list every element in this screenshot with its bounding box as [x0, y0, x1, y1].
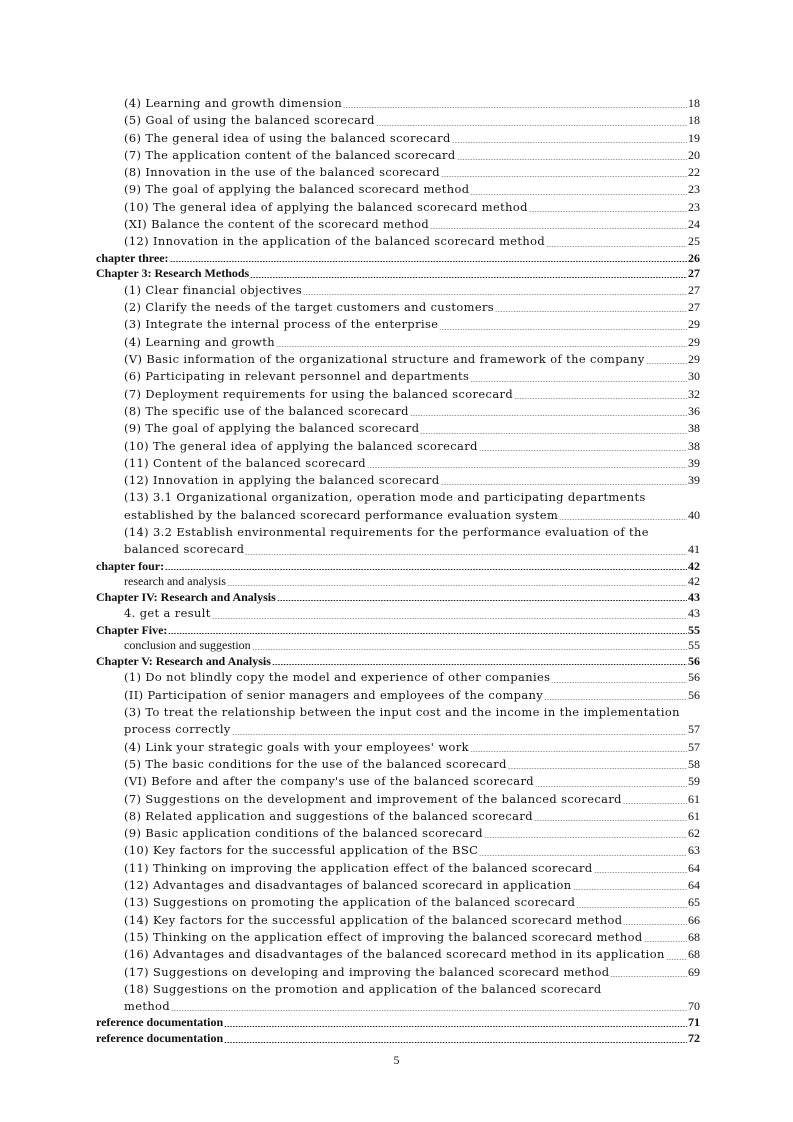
toc-entry-title: (5) Goal of using the balanced scorecard: [124, 113, 375, 128]
toc-page-number: 70: [688, 999, 700, 1014]
toc-entry[interactable]: [96, 299, 700, 316]
toc-page-number: 56: [688, 670, 700, 685]
toc-page-number: 69: [688, 964, 700, 979]
toc-entry[interactable]: [96, 351, 700, 368]
toc-entry[interactable]: [96, 998, 700, 1015]
toc-chapter-entry[interactable]: [96, 1015, 700, 1031]
toc-page-number: 29: [688, 334, 700, 349]
toc-entry[interactable]: [96, 386, 700, 403]
dot-leader: [534, 820, 687, 821]
toc-entry[interactable]: [96, 112, 700, 129]
toc-entry[interactable]: [96, 164, 700, 181]
toc-entry[interactable]: [96, 282, 700, 299]
toc-entry[interactable]: [96, 147, 700, 164]
toc-page-number: 23: [688, 182, 700, 197]
dot-leader: [212, 618, 687, 619]
dot-leader: [420, 433, 687, 434]
toc-entry-title: research and analysis: [124, 574, 226, 589]
dot-leader: [245, 554, 687, 555]
dot-leader: [168, 633, 687, 634]
toc-entry-title: (12) Innovation in applying the balanced scorecard: [124, 473, 440, 488]
toc-entry-title: (2) Clarify the needs of the target customers and customers: [124, 300, 495, 315]
toc-entry-title: (6) The general idea of using the balanced scorecard: [124, 130, 451, 145]
toc-page-number: 22: [688, 165, 700, 180]
toc-entry[interactable]: [96, 964, 700, 981]
dot-leader: [479, 450, 687, 451]
toc-entry[interactable]: [96, 420, 700, 437]
toc-entry-title: (10) The general idea of applying the balanced scorecard: [124, 438, 478, 453]
toc-entry[interactable]: [96, 574, 700, 590]
toc-entry[interactable]: [96, 199, 700, 216]
toc-entry[interactable]: [96, 687, 700, 704]
toc-entry-line: (13) 3.1 Organizational organization, operation mode and participating departments: [124, 490, 646, 505]
toc-entry-title: conclusion and suggestion: [124, 638, 251, 653]
toc-entry[interactable]: [96, 605, 700, 622]
toc-entry-title: established by the balanced scorecard performance evaluation system: [124, 507, 559, 522]
dot-leader: [376, 125, 687, 126]
toc-entry-title: (1) Clear financial objectives: [124, 282, 303, 297]
dot-leader: [367, 467, 687, 468]
toc-entry-title: chapter four:: [96, 558, 165, 573]
toc-page-number: 19: [688, 130, 700, 145]
dot-leader: [594, 872, 687, 873]
toc-entry-title: method: [124, 999, 171, 1014]
toc-page-number: 39: [688, 473, 700, 488]
toc-page-number: 29: [688, 317, 700, 332]
dot-leader: [479, 855, 687, 856]
toc-entry-title: (V) Basic information of the organizational structure and framework of the company: [124, 352, 645, 367]
dot-leader: [559, 519, 687, 520]
toc-page-number: 20: [688, 147, 700, 162]
dot-leader: [441, 484, 687, 485]
dot-leader: [495, 311, 687, 312]
dot-leader: [170, 261, 687, 262]
dot-leader: [232, 734, 687, 735]
toc-page-number: 36: [688, 403, 700, 418]
toc-page-number: 27: [688, 282, 700, 297]
toc-entry-title: (XI) Balance the content of the scorecard method: [124, 217, 430, 232]
toc-entry-title: (7) Deployment requirements for using the balanced scorecard: [124, 386, 514, 401]
toc-entry[interactable]: [96, 739, 700, 756]
toc-entry-title: (13) Suggestions on promoting the application of the balanced scorecard: [124, 895, 576, 910]
toc-entry-title: (9) Basic application conditions of the balanced scorecard: [124, 826, 483, 841]
toc-entry[interactable]: [96, 507, 700, 524]
table-of-contents: [96, 95, 700, 1047]
toc-page-number: 58: [688, 756, 700, 771]
toc-page-number: 68: [688, 929, 700, 944]
toc-entry[interactable]: [96, 929, 700, 946]
dot-leader: [457, 159, 687, 160]
toc-page-number: 26: [688, 250, 700, 265]
toc-page-number: 62: [688, 826, 700, 841]
toc-entry-title: (7) Suggestions on the development and improvement of the balanced scorecard: [124, 791, 622, 806]
toc-entry-title: reference documentation: [96, 1031, 224, 1045]
toc-page-number: 57: [688, 722, 700, 737]
toc-entry[interactable]: [96, 403, 700, 420]
toc-entry[interactable]: [96, 368, 700, 385]
toc-entry-title: (10) Key factors for the successful application of the BSC: [124, 843, 479, 858]
toc-page-number: 38: [688, 421, 700, 436]
dot-leader: [276, 346, 687, 347]
toc-entry[interactable]: [96, 912, 700, 929]
toc-entry-title: (9) The goal of applying the balanced scorecard method: [124, 182, 470, 197]
toc-page-number: 24: [688, 217, 700, 232]
dot-leader: [529, 211, 687, 212]
toc-entry-title: process correctly: [124, 722, 231, 737]
toc-entry[interactable]: [96, 808, 700, 825]
dot-leader: [576, 907, 687, 908]
toc-entry-title: (11) Content of the balanced scorecard: [124, 455, 366, 470]
toc-entry-title: (II) Participation of senior managers and employees of the company: [124, 687, 544, 702]
toc-entry-title: (VI) Before and after the company's use of the balanced scorecard: [124, 774, 534, 789]
toc-page-number: 18: [688, 96, 700, 110]
dot-leader: [227, 585, 687, 586]
toc-entry-title: (8) Related application and suggestions of the balanced scorecard: [124, 808, 533, 823]
toc-page-number: 55: [688, 622, 700, 637]
toc-entry[interactable]: [96, 721, 700, 738]
toc-entry[interactable]: [96, 842, 700, 859]
toc-entry-title: Chapter IV: Research and Analysis: [96, 589, 276, 604]
toc-page-number: 56: [688, 653, 700, 668]
toc-entry[interactable]: [96, 541, 700, 558]
dot-leader: [430, 228, 687, 229]
toc-entry-title: (12) Advantages and disadvantages of balanced scorecard in application: [124, 878, 572, 893]
dot-leader: [544, 699, 687, 700]
dot-leader: [224, 1026, 687, 1027]
toc-entry-title: chapter three:: [96, 250, 169, 265]
toc-page-number: 23: [688, 199, 700, 214]
toc-entry-title: (15) Thinking on the application effect of improving the balanced scorecard method: [124, 929, 643, 944]
toc-page-number: 25: [688, 234, 700, 249]
toc-entry-title: (8) Innovation in the use of the balanced scorecard: [124, 165, 440, 180]
toc-entry-title: Chapter Five:: [96, 622, 168, 637]
toc-entry-title: (4) Learning and growth: [124, 334, 276, 349]
dot-leader: [551, 682, 687, 683]
toc-chapter-entry[interactable]: [96, 654, 700, 670]
toc-page-number: 66: [688, 912, 700, 927]
toc-page-number: 27: [688, 300, 700, 315]
toc-page-number: 59: [688, 774, 700, 789]
toc-chapter-entry[interactable]: [96, 590, 700, 606]
toc-entry[interactable]: [96, 791, 700, 808]
toc-page-number: 64: [688, 860, 700, 875]
toc-page-number: 43: [688, 589, 700, 604]
toc-entry[interactable]: [96, 472, 700, 489]
toc-entry[interactable]: [96, 233, 700, 250]
toc-entry-title: (6) Participating in relevant personnel and departments: [124, 369, 470, 384]
toc-entry-title: balanced scorecard: [124, 542, 245, 557]
toc-page-number: 64: [688, 878, 700, 893]
toc-entry-line: (3) To treat the relationship between the input cost and the income in the implementation: [124, 705, 680, 720]
dot-leader: [303, 294, 687, 295]
toc-entry[interactable]: [96, 95, 700, 112]
dot-leader: [535, 786, 687, 787]
toc-entry[interactable]: [96, 773, 700, 790]
toc-page-number: 68: [688, 947, 700, 962]
dot-leader: [277, 600, 687, 601]
toc-entry-title: Chapter V: Research and Analysis: [96, 653, 271, 668]
dot-leader: [646, 363, 687, 364]
toc-entry-title: (5) The basic conditions for the use of the balanced scorecard: [124, 756, 507, 771]
dot-leader: [610, 976, 687, 977]
toc-chapter-entry[interactable]: [96, 559, 700, 575]
dot-leader: [644, 941, 687, 942]
dot-leader: [666, 959, 687, 960]
dot-leader: [470, 194, 687, 195]
toc-entry-title: (3) Integrate the internal process of the enterprise: [124, 317, 439, 332]
toc-entry[interactable]: [96, 130, 700, 147]
toc-chapter-entry[interactable]: [96, 623, 700, 639]
toc-chapter-entry[interactable]: [96, 251, 700, 267]
toc-entry-title: (9) The goal of applying the balanced scorecard: [124, 421, 420, 436]
toc-page-number: 55: [688, 638, 700, 653]
toc-entry[interactable]: [96, 877, 700, 894]
toc-entry-title: (7) The application content of the balanced scorecard: [124, 147, 456, 162]
dot-leader: [452, 142, 687, 143]
toc-entry[interactable]: [96, 638, 700, 654]
toc-entry[interactable]: [96, 316, 700, 333]
dot-leader: [470, 751, 687, 752]
dot-leader: [573, 889, 687, 890]
toc-entry-title: Chapter 3: Research Methods: [96, 266, 250, 281]
toc-entry[interactable]: [96, 756, 700, 773]
toc-page-number: 43: [688, 606, 700, 621]
dot-leader: [484, 837, 687, 838]
toc-entry-title: (8) The specific use of the balanced scorecard: [124, 403, 409, 418]
toc-page-number: 32: [688, 386, 700, 401]
toc-entry-title: (12) Innovation in the application of the balanced scorecard method: [124, 234, 546, 249]
dot-leader: [165, 569, 687, 570]
toc-page-number: 63: [688, 843, 700, 858]
toc-page-number: 72: [688, 1031, 700, 1045]
toc-entry-title: (1) Do not blindly copy the model and experience of other companies: [124, 670, 551, 685]
toc-entry-title: (4) Learning and growth dimension: [124, 96, 343, 110]
toc-page-number: 56: [688, 687, 700, 702]
toc-page-number: 38: [688, 438, 700, 453]
dot-leader: [623, 924, 687, 925]
toc-entry-title: (16) Advantages and disadvantages of the balanced scorecard method in its application: [124, 947, 665, 962]
toc-page-number: 29: [688, 352, 700, 367]
toc-page-number: 42: [688, 574, 700, 589]
toc-entry-title: (11) Thinking on improving the application effect of the balanced scorecard: [124, 860, 593, 875]
toc-entry-title: (10) The general idea of applying the balanced scorecard method: [124, 199, 528, 214]
toc-entry[interactable]: [96, 825, 700, 842]
toc-entry[interactable]: [96, 894, 700, 911]
toc-chapter-entry[interactable]: [96, 266, 700, 282]
dot-leader: [410, 415, 687, 416]
toc-page-number: 30: [688, 369, 700, 384]
toc-page-number: 65: [688, 895, 700, 910]
toc-entry[interactable]: [96, 438, 700, 455]
dot-leader: [224, 1042, 687, 1043]
toc-entry[interactable]: [96, 455, 700, 472]
toc-chapter-entry[interactable]: [96, 1031, 700, 1047]
toc-page-number: 42: [688, 558, 700, 573]
toc-page-number: 18: [688, 113, 700, 128]
toc-entry[interactable]: [96, 669, 700, 686]
toc-page-number: 27: [688, 266, 700, 281]
dot-leader: [439, 329, 687, 330]
toc-entry-title: 4. get a result: [124, 606, 211, 621]
dot-leader: [343, 107, 687, 108]
toc-page-number: 41: [688, 542, 700, 557]
toc-page-number: 40: [688, 507, 700, 522]
toc-entry-line: (14) 3.2 Establish environmental requirements for the performance evaluation of the: [124, 525, 649, 540]
toc-page-number: 71: [688, 1015, 700, 1030]
toc-entry[interactable]: [96, 216, 700, 233]
dot-leader: [441, 176, 687, 177]
dot-leader: [250, 277, 687, 278]
dot-leader: [623, 803, 687, 804]
page-number: 5: [393, 1053, 400, 1067]
toc-entry-title: (14) Key factors for the successful application of the balanced scorecard method: [124, 912, 623, 927]
dot-leader: [252, 649, 687, 650]
toc-entry-title: reference documentation: [96, 1015, 224, 1030]
toc-page-number: 61: [688, 791, 700, 806]
dot-leader: [272, 664, 687, 665]
dot-leader: [470, 381, 687, 382]
toc-entry[interactable]: [96, 181, 700, 198]
toc-entry[interactable]: [96, 334, 700, 351]
toc-page-number: 57: [688, 739, 700, 754]
toc-entry[interactable]: [96, 946, 700, 963]
toc-entry-line: (18) Suggestions on the promotion and application of the balanced scorecard: [124, 981, 602, 996]
dot-leader: [171, 1010, 687, 1011]
toc-page-number: 39: [688, 455, 700, 470]
toc-entry-title: (17) Suggestions on developing and improving the balanced scorecard method: [124, 964, 610, 979]
toc-page-number: 61: [688, 808, 700, 823]
dot-leader: [546, 246, 687, 247]
toc-entry[interactable]: [96, 860, 700, 877]
toc-entry-title: (4) Link your strategic goals with your employees' work: [124, 739, 469, 754]
dot-leader: [508, 768, 687, 769]
dot-leader: [514, 398, 687, 399]
